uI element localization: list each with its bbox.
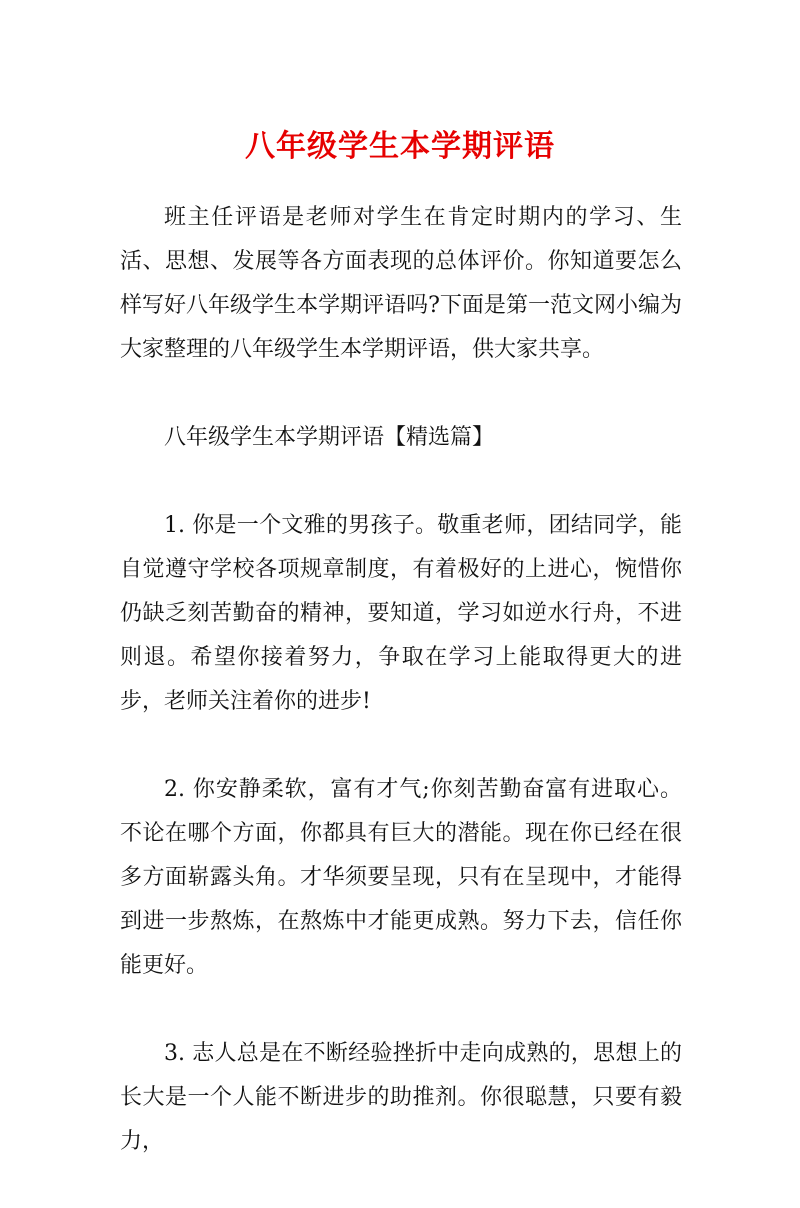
- document-body: [120, 196, 682, 1208]
- comment-paragraph-2: 2. 你安静柔软，富有才气;你刻苦勤奋富有进取心。不论在哪个方面，你都具有巨大的潜能。现在你已经在很多方面崭露头角。才华须要呈现，只有在呈现中，才能得到进一步熬炼，在熬炼中才能更成熟。努力下去，信任你能更好。: [120, 777, 682, 978]
- section-heading: 八年级学生本学期评语【精选篇】: [164, 425, 495, 450]
- comment-paragraph-3: 3. 志人总是在不断经验挫折中走向成熟的，思想上的长大是一个人能不断进步的助推剂。你很聪慧，只要有毅力，: [120, 1041, 682, 1154]
- document-title: 八年级学生本学期评语: [245, 129, 555, 164]
- comment-paragraph-1: 1. 你是一个文雅的男孩子。敬重老师，团结同学，能自觉遵守学校各项规章制度，有着极好的上进心，惋惜你仍缺乏刻苦勤奋的精神，要知道，学习如逆水行舟，不进则退。希望你接着努力，争取在学习上能取得更大的进步，老师关注着你的进步!: [120, 513, 682, 714]
- intro-paragraph: 班主任评语是老师对学生在肯定时期内的学习、生活、思想、发展等各方面表现的总体评价。你知道要怎么样写好八年级学生本学期评语吗?下面是第一范文网小编为大家整理的八年级学生本学期评语，供大家共享。: [120, 205, 682, 362]
